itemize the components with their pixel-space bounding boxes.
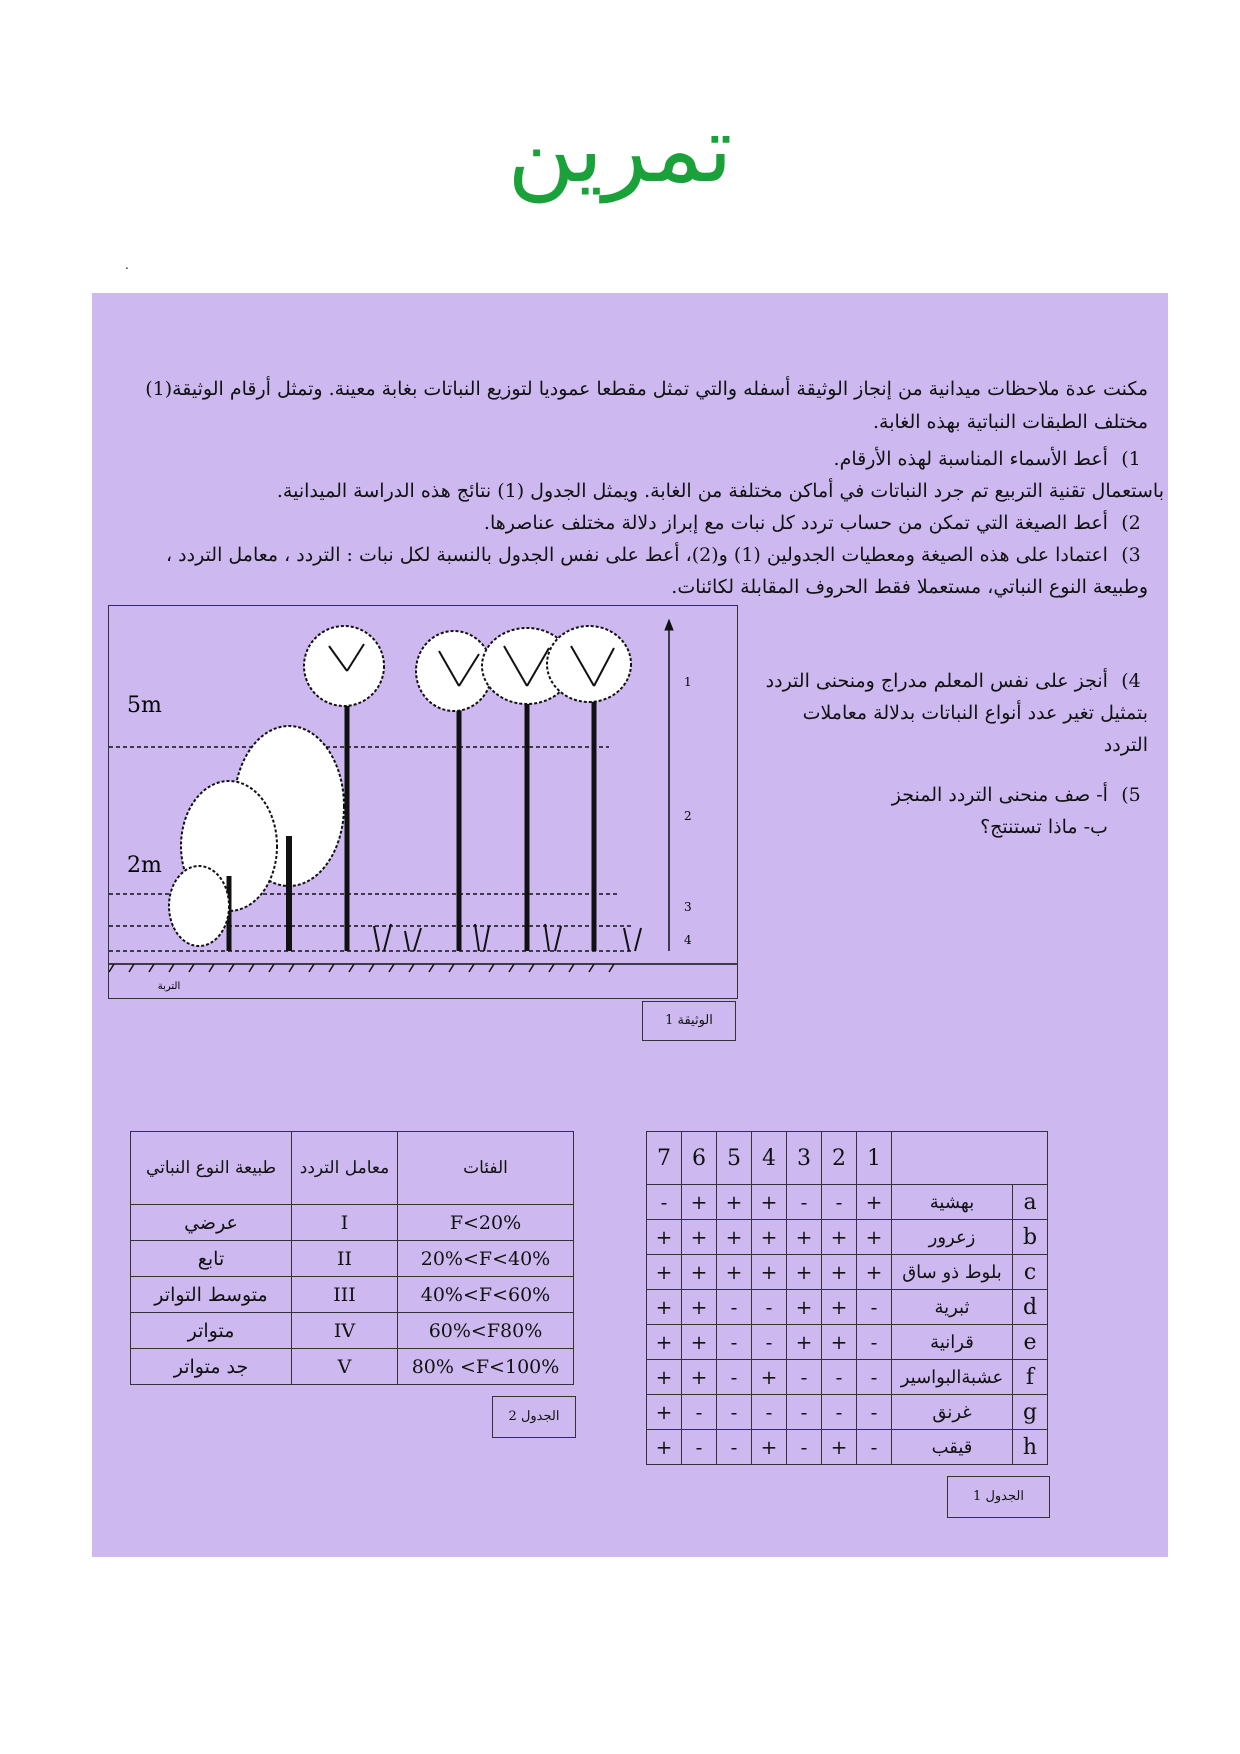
question-4-number: 4): [1121, 670, 1141, 692]
forest-section-drawing: [109, 606, 737, 998]
presence-mark: -: [717, 1395, 752, 1430]
presence-mark: -: [787, 1185, 822, 1220]
presence-mark: -: [717, 1290, 752, 1325]
question-5: [763, 779, 1148, 843]
presence-mark: -: [787, 1360, 822, 1395]
table1-column-header: 1: [857, 1132, 892, 1185]
presence-mark: +: [647, 1430, 682, 1465]
presence-mark: +: [647, 1220, 682, 1255]
presence-mark: -: [822, 1360, 857, 1395]
table2-cell: جد متواتر: [131, 1349, 292, 1385]
presence-mark: +: [752, 1430, 787, 1465]
plant-letter: d: [1013, 1290, 1048, 1325]
plant-letter: c: [1013, 1255, 1048, 1290]
table1-body: [647, 1185, 1048, 1465]
forest-section-figure: [108, 605, 738, 999]
table-row: [647, 1360, 1048, 1395]
presence-mark: -: [787, 1395, 822, 1430]
plant-name: غرنق: [892, 1395, 1013, 1430]
question-2-text: أعط الصيغة التي تمكن من حساب تردد كل نبات مع إبراز دلالة مختلف عناصرها.: [483, 512, 1108, 534]
presence-mark: +: [682, 1360, 717, 1395]
table-row: [131, 1241, 574, 1277]
presence-mark: -: [752, 1395, 787, 1430]
presence-mark: -: [857, 1360, 892, 1395]
presence-mark: +: [787, 1290, 822, 1325]
table-row: [647, 1220, 1048, 1255]
table-row: [647, 1255, 1048, 1290]
stratum-label: 2: [684, 809, 692, 823]
presence-mark: -: [752, 1290, 787, 1325]
presence-mark: +: [682, 1325, 717, 1360]
presence-mark: +: [647, 1395, 682, 1430]
presence-mark: +: [857, 1255, 892, 1290]
presence-mark: -: [857, 1430, 892, 1465]
question-3-text: اعتمادا على هذه الصيغة ومعطيات الجدولين (1) و(2)، أعط على نفس الجدول بالنسبة لكل نبات : التردد ، معامل التردد ، وطبيعة النوع النباتي، مستعملا فقط الحروف المقابلة لكائنات.: [165, 544, 1148, 598]
presence-mark: -: [752, 1325, 787, 1360]
table2-cell: IV: [292, 1313, 398, 1349]
table2-cell: 80% <F<100%: [398, 1349, 574, 1385]
table-row: [131, 1277, 574, 1313]
presence-mark: +: [717, 1185, 752, 1220]
table2-cell: 40%<F<60%: [398, 1277, 574, 1313]
presence-mark: -: [857, 1290, 892, 1325]
plant-letter: b: [1013, 1220, 1048, 1255]
presence-mark: +: [682, 1255, 717, 1290]
presence-mark: +: [752, 1360, 787, 1395]
question-2-number: 2): [1121, 512, 1141, 534]
stratum-label: 3: [684, 900, 692, 914]
table2-header: معامل التردد: [292, 1132, 398, 1205]
plant-name: بلوط ذو ساق: [892, 1255, 1013, 1290]
presence-mark: -: [857, 1395, 892, 1430]
presence-mark: +: [787, 1255, 822, 1290]
presence-mark: -: [682, 1395, 717, 1430]
question-4: [763, 665, 1148, 761]
stray-dot: .: [125, 258, 129, 272]
table2-cell: 20%<F<40%: [398, 1241, 574, 1277]
canopy-tree: [416, 631, 492, 951]
herbs: [374, 924, 641, 951]
table2-cell: متوسط التواتر: [131, 1277, 292, 1313]
table2-header: الفئات: [398, 1132, 574, 1205]
presence-mark: +: [647, 1325, 682, 1360]
presence-mark: +: [822, 1290, 857, 1325]
question-1-number: 1): [1121, 448, 1141, 470]
presence-mark: +: [787, 1325, 822, 1360]
presence-mark: -: [822, 1395, 857, 1430]
canopy-tree: [547, 626, 631, 951]
question-5-number: 5): [1121, 784, 1141, 806]
question-3-number: 3): [1121, 544, 1141, 566]
plant-name: زعرور: [892, 1220, 1013, 1255]
shrub: [169, 866, 229, 946]
table2-cell: F<20%: [398, 1205, 574, 1241]
presence-mark: +: [647, 1290, 682, 1325]
exercise-panel: [92, 293, 1168, 1557]
presence-mark: +: [857, 1220, 892, 1255]
table1-column-header: 2: [822, 1132, 857, 1185]
table1-blank-header: [892, 1132, 1048, 1185]
presence-mark: +: [682, 1220, 717, 1255]
presence-mark: +: [647, 1360, 682, 1395]
presence-mark: +: [682, 1290, 717, 1325]
presence-mark: +: [787, 1220, 822, 1255]
presence-mark: -: [787, 1430, 822, 1465]
table-row: [131, 1349, 574, 1385]
presence-mark: +: [752, 1220, 787, 1255]
table1-column-header: 4: [752, 1132, 787, 1185]
presence-mark: +: [857, 1185, 892, 1220]
survey-note: باستعمال تقنية التربيع تم جرد النباتات في أماكن مختلفة من الغابة. ويمثل الجدول (1) نتائج هذه الدراسة الميدانية.: [276, 480, 1164, 502]
presence-mark: -: [717, 1360, 752, 1395]
plant-name: بهشية: [892, 1185, 1013, 1220]
page-title: تمرين: [507, 96, 733, 203]
plant-survey-table: [646, 1131, 1048, 1465]
plant-letter: f: [1013, 1360, 1048, 1395]
plant-letter: a: [1013, 1185, 1048, 1220]
frequency-classes-table: [130, 1131, 574, 1385]
table2-cell: 60%<F80%: [398, 1313, 574, 1349]
question-2: [128, 507, 1148, 539]
table-row: [647, 1185, 1048, 1220]
presence-mark: +: [822, 1220, 857, 1255]
presence-mark: +: [752, 1255, 787, 1290]
table2-cell: V: [292, 1349, 398, 1385]
question-5-part-b: ب- ماذا تستنتج؟: [980, 816, 1108, 838]
stratum-label: 1: [684, 675, 692, 689]
intro-paragraph: مكنت عدة ملاحظات ميدانية من إنجاز الوثيقة أسفله والتي تمثل مقطعا عموديا لتوزيع النباتات بغابة معينة. وتمثل أرقام الوثيقة(1) مختلف الطبقات النباتية بهذه الغابة.: [145, 378, 1148, 433]
presence-mark: +: [822, 1430, 857, 1465]
question-5-part-a: أ- صف منحنى التردد المنجز: [891, 784, 1108, 806]
table-row: [647, 1290, 1048, 1325]
presence-mark: +: [647, 1255, 682, 1290]
presence-mark: -: [717, 1325, 752, 1360]
plant-name: قيقب: [892, 1430, 1013, 1465]
question-4-text: أنجز على نفس المعلم مدراج ومنحنى التردد بتمثيل تغير عدد أنواع النباتات بدلالة معاملات التردد: [765, 670, 1148, 756]
table2-cell: متواتر: [131, 1313, 292, 1349]
table1-column-header: 7: [647, 1132, 682, 1185]
presence-mark: +: [752, 1185, 787, 1220]
plant-name: ثبرية: [892, 1290, 1013, 1325]
table1-column-header: 3: [787, 1132, 822, 1185]
presence-mark: +: [822, 1255, 857, 1290]
question-1-text: أعط الأسماء المناسبة لهذه الأرقام.: [833, 448, 1108, 470]
plant-letter: h: [1013, 1430, 1048, 1465]
height-label-2m: 2m: [127, 853, 162, 878]
plant-name: قرانية: [892, 1325, 1013, 1360]
plant-name: عشبةالبواسير: [892, 1360, 1013, 1395]
table-row: [131, 1205, 574, 1241]
table2-caption: الجدول 2: [492, 1396, 576, 1438]
plant-letter: g: [1013, 1395, 1048, 1430]
table1-caption: الجدول 1: [947, 1476, 1050, 1518]
table-row: [647, 1325, 1048, 1360]
ground-hatch: [109, 964, 614, 972]
presence-mark: -: [857, 1325, 892, 1360]
presence-mark: -: [822, 1185, 857, 1220]
table2-cell: تابع: [131, 1241, 292, 1277]
presence-mark: +: [682, 1185, 717, 1220]
presence-mark: +: [717, 1255, 752, 1290]
presence-mark: -: [682, 1430, 717, 1465]
question-1: [128, 443, 1148, 475]
table2-cell: III: [292, 1277, 398, 1313]
table2-cell: II: [292, 1241, 398, 1277]
plant-letter: e: [1013, 1325, 1048, 1360]
question-3: [148, 539, 1148, 603]
table-row: [647, 1395, 1048, 1430]
height-label-5m: 5m: [127, 693, 162, 718]
presence-mark: +: [822, 1325, 857, 1360]
table2-cell: عرضي: [131, 1205, 292, 1241]
table2-cell: I: [292, 1205, 398, 1241]
table-row: [131, 1313, 574, 1349]
presence-mark: -: [717, 1430, 752, 1465]
ground-label: التربة: [157, 981, 181, 992]
stratum-label: 4: [684, 933, 692, 947]
table1-column-header: 5: [717, 1132, 752, 1185]
table-row: [647, 1430, 1048, 1465]
figure-caption: الوثيقة 1: [642, 1001, 736, 1041]
presence-mark: +: [717, 1220, 752, 1255]
presence-mark: -: [647, 1185, 682, 1220]
table2-header: طبيعة النوع النباتي: [131, 1132, 292, 1205]
table1-column-header: 6: [682, 1132, 717, 1185]
